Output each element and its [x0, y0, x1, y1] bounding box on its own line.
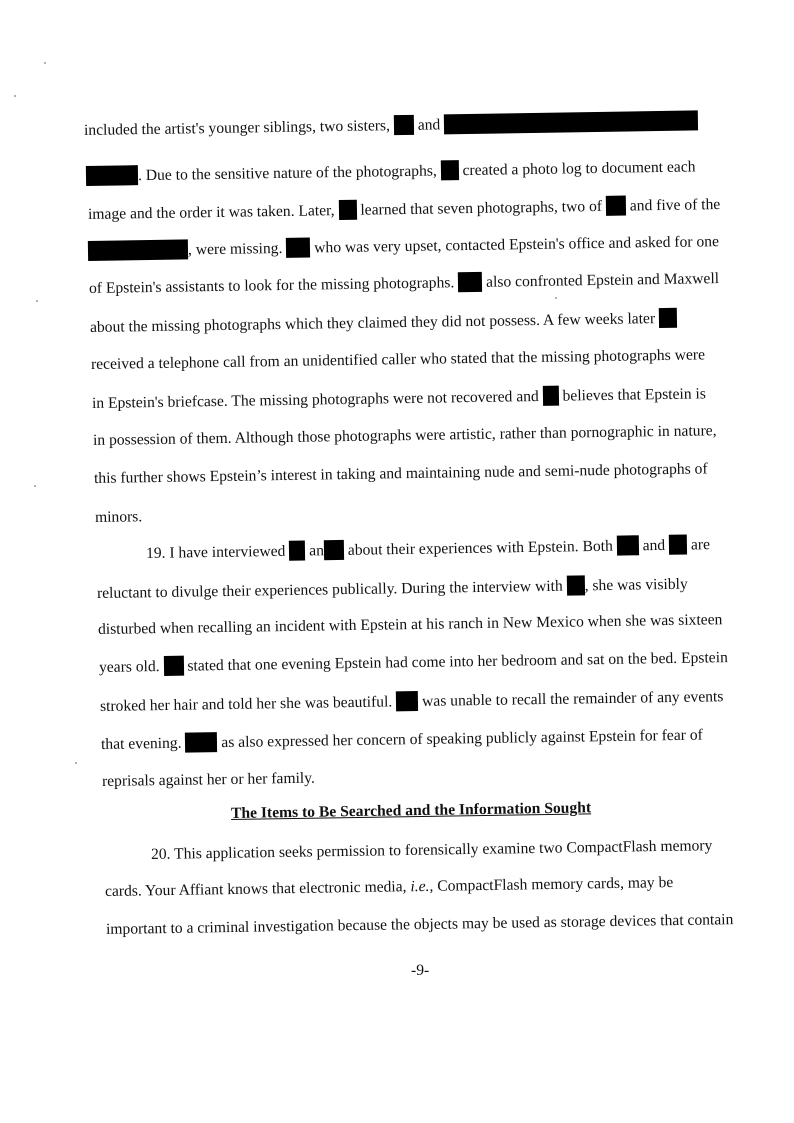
scan-speck [75, 762, 77, 764]
redaction-block [163, 656, 183, 676]
body-line: received a telephone call from an unidentified caller who stated that the missing photographs were [90, 346, 706, 373]
body-line: . Due to the sensitive nature of the photographs, created a photo log to document each [86, 156, 696, 187]
redaction-block [458, 272, 482, 292]
redaction-block [88, 239, 188, 261]
redaction-block [324, 540, 344, 560]
page-number: -9- [411, 962, 430, 979]
redaction-block [286, 238, 310, 258]
body-line: reprisals against her or her family. [101, 769, 316, 790]
body-line: disturbed when recalling an incident with Epstein at his ranch in New Mexico when she was sixteen [97, 611, 723, 638]
body-line: included the artist's younger siblings, two sisters, and [84, 110, 698, 141]
body-line: of Epstein's assistants to look for the missing photographs. also confronted Epstein and Maxwell [88, 270, 720, 297]
redaction-block [86, 165, 138, 186]
redaction-block [606, 196, 626, 216]
scan-speck [44, 62, 46, 64]
section-heading: The Items to Be Searched and the Information Sought [230, 799, 592, 822]
scan-speck [34, 485, 36, 487]
body-line: , were missing. who was very upset, contacted Epstein's office and asked for one [88, 231, 719, 262]
redaction-block [289, 540, 305, 560]
redaction-block [441, 160, 459, 180]
body-line: in possession of them. Although those photographs were artistic, rather than pornographic in nature, [92, 422, 717, 449]
scan-speck [36, 300, 38, 302]
body-line: important to a criminal investigation because the objects may be used as storage devices that contain [105, 911, 734, 938]
body-line: 19. I have interviewed an about their experiences with Epstein. Both and are [145, 536, 711, 562]
redaction-block [659, 308, 677, 328]
redaction-block [396, 691, 418, 711]
body-line: stroked her hair and told her she was beautiful. was unable to recall the remainder of any events [99, 688, 724, 715]
body-line: cards. Your Affiant knows that electronic media, i.e., CompactFlash memory cards, may be [104, 874, 674, 900]
body-line: about the missing photographs which they claimed they did not possess. A few weeks later [90, 308, 677, 338]
body-line: that evening. as also expressed her concern of speaking publicly against Epstein for fear of [100, 726, 703, 753]
redaction-block [394, 115, 414, 135]
scan-speck [14, 95, 16, 97]
redaction-block [338, 200, 356, 220]
redaction-block [669, 535, 687, 555]
body-line: 20. This application seeks permission to forensically examine two CompactFlash memory [150, 837, 713, 863]
scan-speck [555, 297, 557, 299]
body-line: reluctant to divulge their experiences publically. During the interview with , she was visibly [96, 575, 688, 602]
body-line: image and the order it was taken. Later, learned that seven photographs, two of and five of the [87, 196, 721, 223]
redaction-block [444, 110, 698, 134]
redaction-block [617, 535, 639, 555]
body-line: minors. [94, 508, 143, 526]
body-line: this further shows Epstein’s interest in taking and maintaining nude and semi-nude photographs of [93, 460, 708, 487]
redaction-block [542, 386, 558, 406]
redaction-block [566, 575, 584, 595]
body-line: in Epstein's briefcase. The missing photographs were not recovered and believes that Epstein is [91, 385, 707, 412]
body-line: years old. stated that one evening Epstein had come into her bedroom and sat on the bed. Epstein [98, 649, 728, 676]
redaction-block [185, 732, 217, 753]
